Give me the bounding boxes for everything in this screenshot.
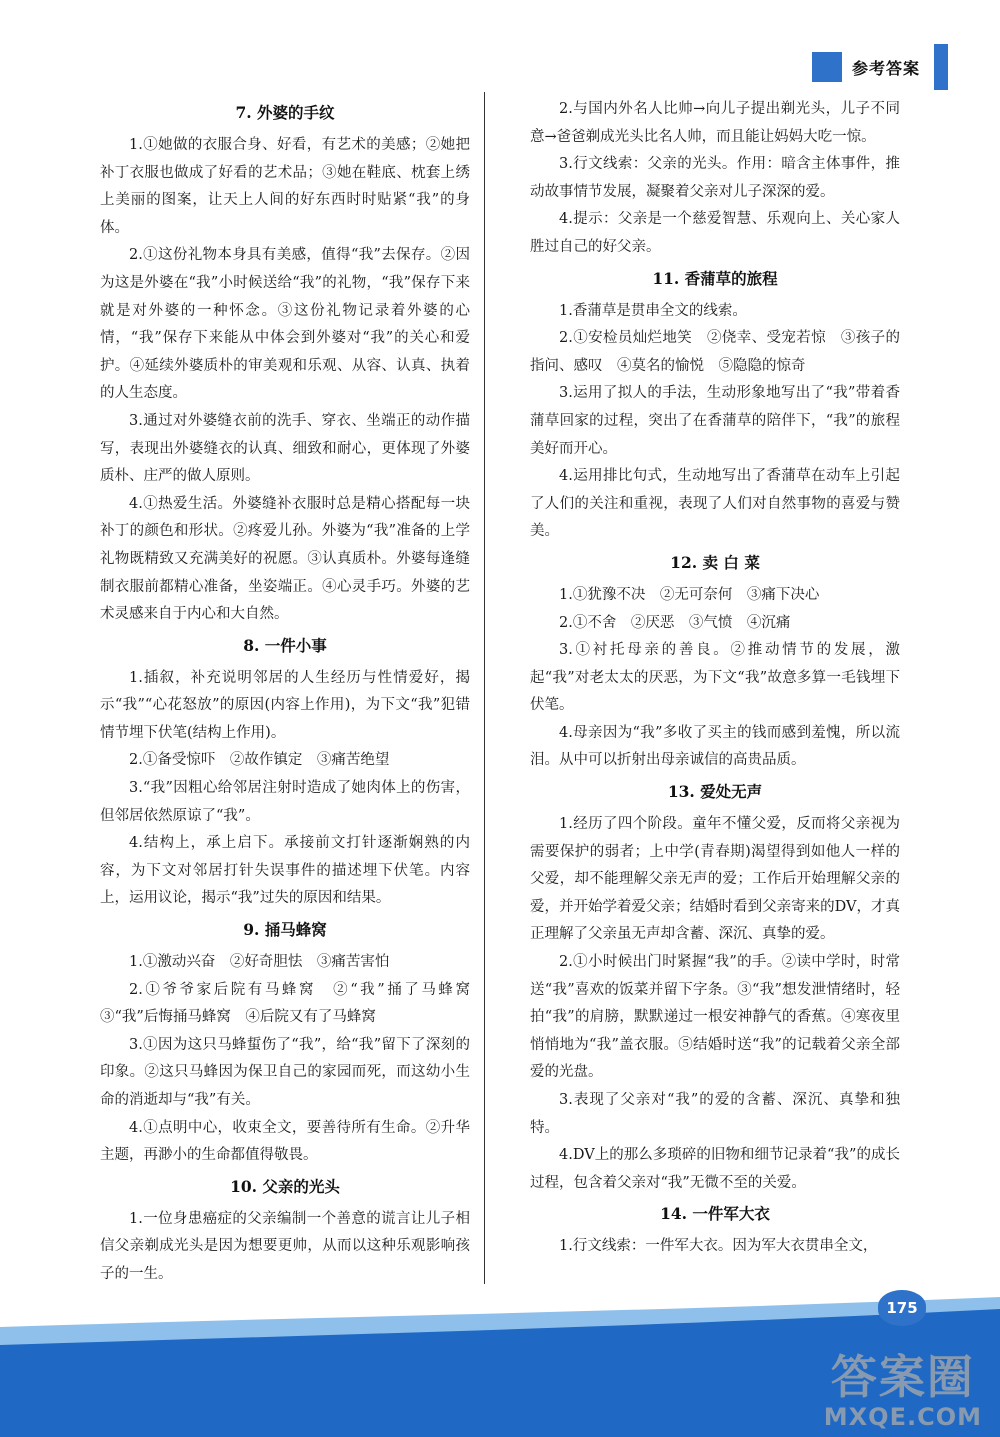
- answer-paragraph: 2.①小时候出门时紧握“我”的手。②读中学时，时常送“我”喜欢的饭菜并留下字条。③“我”想发泄情绪时，轻拍“我”的肩膀，默默递过一根安神静气的香蕉。④寒夜里悄悄地为“我”盖衣服。⑤结婚时送“我”的记载着父亲全部爱的光盘。: [530, 954, 900, 1081]
- answer-paragraph: 1.插叙，补充说明邻居的人生经历与性情爱好，揭示“我”“心花怒放”的原因(内容上作用)，为下文“我”犯错情节埋下伏笔(结构上作用)。: [100, 669, 470, 741]
- right-column: [530, 96, 900, 1261]
- answer-paragraph: 1.经历了四个阶段。童年不懂父爱，反而将父亲视为需要保护的弱者；上中学(青春期)渴望得到如他人一样的父爱，却不能理解父亲无声的爱；工作后开始理解父亲的爱，并开始学着爱父亲；结婚时看到父亲寄来的DV，才真正理解了父亲虽无声却含蓄、深沉、真挚的爱。: [530, 816, 900, 943]
- answer-paragraph: 4.提示：父亲是一个慈爱智慧、乐观向上、关心家人胜过自己的好父亲。: [530, 211, 900, 255]
- answer-paragraph: 3.通过对外婆缝衣前的洗手、穿衣、坐端正的动作描写，表现出外婆缝衣的认真、细致和耐心，更体现了外婆质朴、庄严的做人原则。: [100, 412, 470, 485]
- section-title: 8. 一件小事: [243, 635, 327, 655]
- answer-paragraph: 1.①犹豫不决 ②无可奈何 ③痛下决心: [559, 586, 820, 603]
- watermark-top: 答案圈: [830, 1350, 975, 1404]
- left-column: [100, 96, 485, 1289]
- section-title: 14. 一件军大衣: [660, 1204, 770, 1224]
- answer-paragraph: 3.运用了拟人的手法，生动形象地写出了“我”带着香蒲草回家的过程，突出了在香蒲草的陪伴下，“我”的旅程美好而开心。: [530, 385, 900, 457]
- answer-paragraph: 2.①不舍 ②厌恶 ③气愤 ④沉痛: [559, 614, 791, 631]
- answer-paragraph: 2.①安检员灿烂地笑 ②侥幸、受宠若惊 ③孩子的指问、感叹 ④莫名的愉悦 ⑤隐隐的惊奇: [530, 330, 900, 374]
- header-title: 参考答案: [851, 58, 920, 78]
- answer-paragraph: 1.行文线索：一件军大衣。因为军大衣贯串全文，: [559, 1238, 878, 1255]
- answer-paragraph: 4.①热爱生活。外婆缝补衣服时总是精心搭配每一块补丁的颜色和形状。②疼爱儿孙。外婆为“我”准备的上学礼物既精致又充满美好的祝愿。③认真质朴。外婆每逢缝制衣服前都精心准备，坐姿端正。④心灵手巧。外婆的艺术灵感来自于内心和大自然。: [100, 495, 470, 623]
- answer-paragraph: 3.①因为这只马蜂蜇伤了“我”，给“我”留下了深刻的印象。②这只马蜂因为保卫自己的家园而死，而这幼小生命的消逝却与“我”有关。: [100, 1036, 470, 1108]
- watermark-bottom: MXQE.COM: [823, 1403, 982, 1431]
- answer-paragraph: 4.结构上，承上启下。承接前文打针逐渐娴熟的内容，为下文对邻居打针失误事件的描述埋下伏笔。内容上，运用议论，揭示“我”过失的原因和结果。: [100, 835, 470, 907]
- answer-paragraph: 4.母亲因为“我”多收了买主的钱而感到羞愧，所以流泪。从中可以折射出母亲诚信的高贵品质。: [530, 724, 900, 769]
- answer-paragraph: 4.①点明中心，收束全文，要善待所有生命。②升华主题，再渺小的生命都值得敬畏。: [100, 1119, 470, 1164]
- answer-paragraph: 4.DV上的那么多琐碎的旧物和细节记录着“我”的成长过程，包含着父亲对“我”无微不至的关爱。: [530, 1147, 900, 1191]
- header-bar: [934, 44, 948, 90]
- header-square-icon: [812, 52, 842, 82]
- section-title: 10. 父亲的光头: [230, 1176, 340, 1196]
- answer-paragraph: 3.表现了父亲对“我”的爱的含蓄、深沉、真挚和独特。: [530, 1092, 900, 1136]
- answer-paragraph: 1.①激动兴奋 ②好奇胆怯 ③痛苦害怕: [129, 954, 390, 971]
- section-title: 12. 卖 白 菜: [670, 552, 760, 572]
- answer-paragraph: 2.①爷爷家后院有马蜂窝 ②“我”捅了马蜂窝 ③“我”后悔捅马蜂窝 ④后院又有了马蜂窝: [100, 981, 485, 1026]
- section-title: 7. 外婆的手纹: [235, 103, 335, 122]
- page-header: [812, 42, 948, 92]
- page-number-badge: 175: [878, 1290, 926, 1326]
- section-title: 13. 爱处无声: [667, 782, 763, 802]
- answer-paragraph: 1.一位身患癌症的父亲编制一个善意的谎言让儿子相信父亲剃成光头是因为想要更帅，从而以这种乐观影响孩子的一生。: [100, 1210, 470, 1282]
- section-title: 9. 捅马蜂窝: [243, 920, 327, 940]
- answer-paragraph: 3.①衬托母亲的善良。②推动情节的发展，激起“我”对老太太的厌恶，为下文“我”故意多算一毛钱埋下伏笔。: [530, 642, 900, 714]
- answer-paragraph: 2.①这份礼物本身具有美感，值得“我”去保存。②因为这是外婆在“我”小时候送给“我”的礼物，“我”保存下来就是对外婆的一种怀念。③这份礼物记录着外婆的心情，“我”保存下来能从中体会到外婆对“我”的关心和爱护。④延续外婆质朴的审美观和乐观、从容、认真、执着的人生态度。: [100, 247, 470, 402]
- section-title: 11. 香蒲草的旅程: [652, 268, 778, 288]
- answer-paragraph: 1.①她做的衣服合身、好看，有艺术的美感；②她把补丁衣服也做成了好看的艺术品；③她在鞋底、枕套上绣上美丽的图案，让天上人间的好东西时时贴紧“我”的身体。: [100, 137, 470, 236]
- answer-paragraph: 3.行文线索：父亲的光头。作用：暗含主体事件，推动故事情节发展，凝聚着父亲对儿子深深的爱。: [530, 156, 900, 200]
- answer-paragraph: 4.运用排比句式，生动地写出了香蒲草在动车上引起了人们的关注和重视，表现了人们对自然事物的喜爱与赞美。: [530, 468, 900, 540]
- answer-paragraph: 3.“我”因粗心给邻居注射时造成了她肉体上的伤害，但邻居依然原谅了“我”。: [100, 780, 470, 824]
- answer-paragraph: 2.①备受惊吓 ②故作镇定 ③痛苦绝望: [129, 752, 390, 769]
- answer-paragraph: 1.香蒲草是贯串全文的线索。: [559, 302, 747, 319]
- column-divider: [484, 92, 485, 1284]
- answer-paragraph: 2.与国内外名人比帅→向儿子提出剃光头，儿子不同意→爸爸剃成光头比名人帅，而且能让妈妈大吃一惊。: [530, 101, 900, 145]
- watermark: [824, 1351, 982, 1431]
